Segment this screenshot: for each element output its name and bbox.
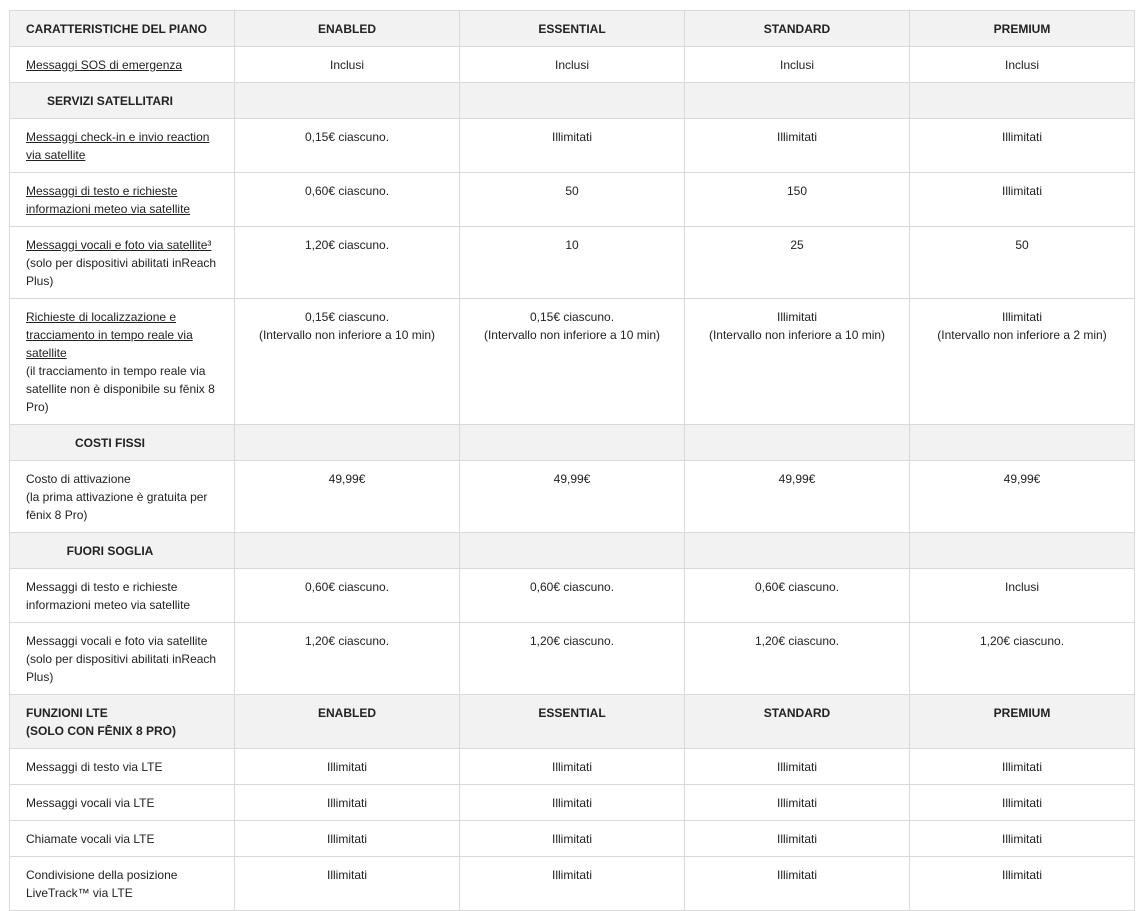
table-row-tracking [10, 299, 1135, 425]
table-cell [685, 533, 910, 569]
table-cell: Inclusi [235, 47, 460, 83]
table-cell: Inclusi [685, 47, 910, 83]
lte-title: FUNZIONI LTE [26, 706, 108, 720]
overage-voice-label: Messaggi vocali e foto via satellite [26, 634, 208, 648]
table-row-lte-livetrack [10, 857, 1135, 911]
row-label-lte-livetrack: Condivisione della posizione LiveTrack™ via LTE [10, 857, 235, 911]
table-row-voice-messages [10, 227, 1135, 299]
table-cell: 0,60€ ciascuno. [235, 173, 460, 227]
lte-header-label [10, 695, 235, 749]
table-cell [460, 533, 685, 569]
table-cell: Inclusi [910, 47, 1135, 83]
activation-label: Costo di attivazione [26, 472, 131, 486]
section-row-satellite [10, 83, 1135, 119]
table-cell: Illimitati [910, 785, 1135, 821]
table-cell: 49,99€ [460, 461, 685, 533]
table-row-lte-voice-messages [10, 785, 1135, 821]
table-cell: 1,20€ ciascuno. [235, 623, 460, 695]
table-cell: Illimitati [685, 857, 910, 911]
table-cell: Illimitati [460, 785, 685, 821]
header-plan-essential: ESSENTIAL [460, 11, 685, 47]
table-cell: Illimitati [910, 119, 1135, 173]
text-messages-link[interactable]: Messaggi di testo e richieste informazioni meteo via satellite [26, 184, 191, 216]
table-cell [685, 83, 910, 119]
table-row-lte-text [10, 749, 1135, 785]
table-cell: Illimitati [235, 749, 460, 785]
table-cell: 0,15€ ciascuno. (Intervallo non inferiore a 10 min) [235, 299, 460, 425]
lte-header-plan-standard: STANDARD [685, 695, 910, 749]
section-title-overage: FUORI SOGLIA [10, 533, 235, 569]
row-label-voice-messages [10, 227, 235, 299]
plan-comparison [9, 10, 1134, 911]
table-cell: Illimitati [685, 119, 910, 173]
tracking-link[interactable]: Richieste di localizzazione e tracciamento in tempo reale via satellite [26, 310, 193, 360]
table-cell: 1,20€ ciascuno. [460, 623, 685, 695]
table-row-sos [10, 47, 1135, 83]
table-cell: Illimitati [460, 857, 685, 911]
lte-header-plan-enabled: ENABLED [235, 695, 460, 749]
lte-header-plan-premium: PREMIUM [910, 695, 1135, 749]
table-row-lte-calls [10, 821, 1135, 857]
table-cell: Illimitati [685, 749, 910, 785]
table-cell: 1,20€ ciascuno. [685, 623, 910, 695]
table-cell: 10 [460, 227, 685, 299]
row-label-overage-voice [10, 623, 235, 695]
table-cell: Illimitati [235, 821, 460, 857]
row-note: (la prima attivazione è gratuita per fēnix 8 Pro) [26, 490, 208, 522]
header-features-label: CARATTERISTICHE DEL PIANO [10, 11, 235, 47]
row-label-activation [10, 461, 235, 533]
table-cell: Illimitati [910, 857, 1135, 911]
row-label-overage-text: Messaggi di testo e richieste informazioni meteo via satellite [10, 569, 235, 623]
row-note: (solo per dispositivi abilitati inReach Plus) [26, 652, 217, 684]
lte-header-plan-essential: ESSENTIAL [460, 695, 685, 749]
table-row-text-messages [10, 173, 1135, 227]
table-cell: Illimitati [235, 785, 460, 821]
row-label-lte-calls: Chiamate vocali via LTE [10, 821, 235, 857]
table-cell [235, 83, 460, 119]
table-cell: Inclusi [910, 569, 1135, 623]
section-row-overage [10, 533, 1135, 569]
row-note: (solo per dispositivi abilitati inReach Plus) [26, 256, 217, 288]
table-cell [235, 425, 460, 461]
table-cell: Illimitati [460, 821, 685, 857]
table-cell: 0,15€ ciascuno. [235, 119, 460, 173]
table-cell: 0,15€ ciascuno. (Intervallo non inferiore a 10 min) [460, 299, 685, 425]
table-cell: 150 [685, 173, 910, 227]
lte-subtitle: (SOLO CON FĒNIX 8 PRO) [26, 724, 177, 738]
section-row-fixed-costs [10, 425, 1135, 461]
table-cell: Illimitati [685, 785, 910, 821]
table-cell: 50 [910, 227, 1135, 299]
header-plan-premium: PREMIUM [910, 11, 1135, 47]
table-cell: 49,99€ [235, 461, 460, 533]
table-cell [910, 533, 1135, 569]
table-cell: 25 [685, 227, 910, 299]
row-label-lte-voice-messages: Messaggi vocali via LTE [10, 785, 235, 821]
plan-comparison-table [9, 10, 1135, 911]
checkin-link[interactable]: Messaggi check-in e invio reaction via satellite [26, 130, 210, 162]
table-cell [685, 425, 910, 461]
table-cell: Inclusi [460, 47, 685, 83]
table-cell: 0,60€ ciascuno. [685, 569, 910, 623]
table-cell: Illimitati (Intervallo non inferiore a 10 min) [685, 299, 910, 425]
table-row-activation [10, 461, 1135, 533]
table-cell: 49,99€ [910, 461, 1135, 533]
table-cell: Illimitati (Intervallo non inferiore a 2 min) [910, 299, 1135, 425]
table-row-overage-text [10, 569, 1135, 623]
table-cell: Illimitati [460, 749, 685, 785]
row-note: (il tracciamento in tempo reale via satellite non è disponibile su fēnix 8 Pro) [26, 364, 215, 414]
table-cell: Illimitati [235, 857, 460, 911]
row-label-sos [10, 47, 235, 83]
row-label-lte-text: Messaggi di testo via LTE [10, 749, 235, 785]
section-title-fixed-costs: COSTI FISSI [10, 425, 235, 461]
row-label-checkin [10, 119, 235, 173]
table-cell [235, 533, 460, 569]
table-cell [910, 425, 1135, 461]
table-cell: 0,60€ ciascuno. [460, 569, 685, 623]
header-plan-enabled: ENABLED [235, 11, 460, 47]
table-cell: Illimitati [910, 173, 1135, 227]
table-cell [910, 83, 1135, 119]
table-cell: 50 [460, 173, 685, 227]
table-cell: Illimitati [910, 749, 1135, 785]
table-cell [460, 83, 685, 119]
sos-link[interactable]: Messaggi SOS di emergenza [26, 58, 183, 72]
header-plan-standard: STANDARD [685, 11, 910, 47]
table-cell: 1,20€ ciascuno. [235, 227, 460, 299]
voice-messages-link[interactable]: Messaggi vocali e foto via satellite³ [26, 238, 212, 252]
row-label-text-messages [10, 173, 235, 227]
lte-header-row [10, 695, 1135, 749]
table-row-checkin [10, 119, 1135, 173]
table-row-overage-voice [10, 623, 1135, 695]
table-cell: Illimitati [460, 119, 685, 173]
row-label-tracking [10, 299, 235, 425]
table-header-row [10, 11, 1135, 47]
table-cell: 49,99€ [685, 461, 910, 533]
table-cell: 0,60€ ciascuno. [235, 569, 460, 623]
table-cell: Illimitati [910, 821, 1135, 857]
table-cell: Illimitati [685, 821, 910, 857]
table-cell: 1,20€ ciascuno. [910, 623, 1135, 695]
table-cell [460, 425, 685, 461]
section-title-satellite: SERVIZI SATELLITARI [10, 83, 235, 119]
